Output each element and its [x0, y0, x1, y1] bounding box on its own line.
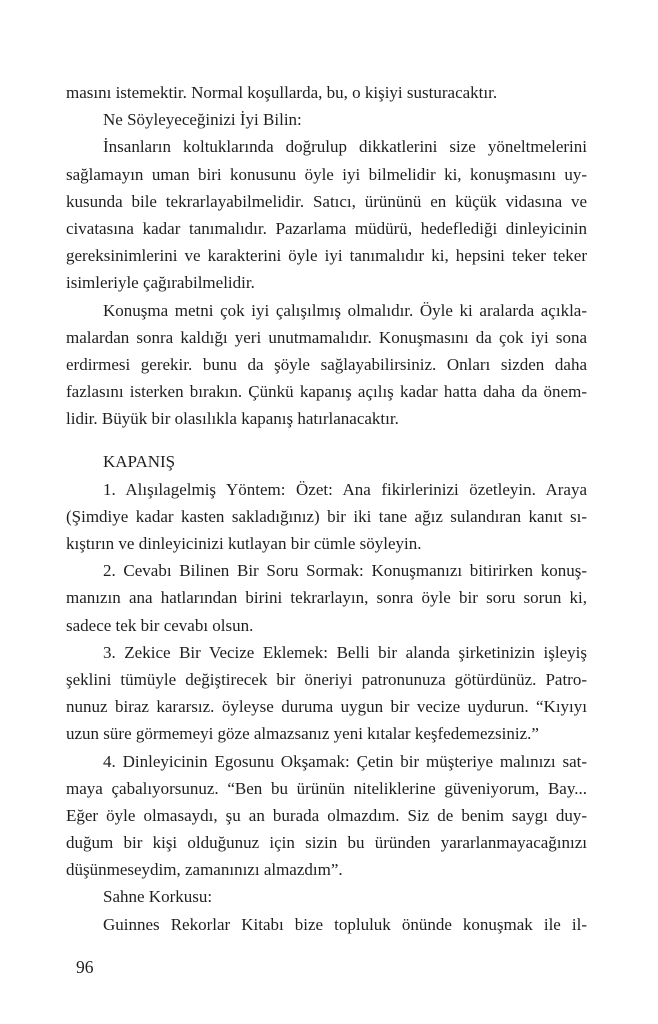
page-number: 96 [76, 956, 94, 977]
text-line: 2. Cevabı Bilinen Bir Soru Sormak: Konuşmanızı bitirirken konuş- [103, 561, 587, 581]
text-line: civatasına kadar tanımalıdır. Pazarlama müdürü, hedeflediği dinleyicinin [66, 218, 587, 238]
paragraph [66, 639, 587, 748]
text-line: malardan sonra kaldığı yeri unutmamalıdır. Konuşmasını da çok iyi sona [66, 327, 587, 347]
text-line: duğum bir kişi olduğunuz için sizin bu üründen yararlanmayacağınızı [66, 833, 587, 853]
section-heading [66, 448, 587, 475]
text-line: kıştırın ve dinleyicinizi kutlayan bir cümle söyleyin. [66, 534, 422, 553]
paragraph [66, 476, 587, 558]
text-line: manızın ana hatlarından birini tekrarlayın, sonra öyle bir soru sorun ki, [66, 588, 587, 608]
text-line: şeklini tümüyle değiştirecek bir öneriyi patronunuza götürdünüz. Patro- [66, 669, 587, 689]
text-line: isimleriyle çağırabilmelidir. [66, 273, 255, 293]
text-line: 1. Alışılagelmiş Yöntem: Özet: Ana fikirlerinizi özetleyin. Araya [103, 479, 587, 499]
text-line: kusunda bile tekrarlayabilmelidir. Satıcı, ürününü en küçük vidasına ve [66, 191, 587, 211]
paragraph [66, 79, 587, 106]
paragraph [66, 911, 587, 938]
text-line: gereksinimlerini ve karakterini öyle iyi tanımalıdır ki, hepsini teker teker [66, 246, 587, 266]
text-line: Guinnes Rekorlar Kitabı bize topluluk önünde konuşmak ile il- [103, 914, 587, 934]
text-line: fazlasını isterken bırakın. Çünkü kapanış açılış kadar hatta daha da önem- [66, 382, 587, 402]
text-line: Ne Söyleyeceğinizi İyi Bilin: [103, 110, 302, 130]
text-line: Konuşma metni çok iyi çalışılmış olmalıdır. Öyle ki aralarda açıkla- [103, 300, 587, 320]
page-text [66, 79, 587, 938]
text-line: uzun süre görmemeyi göze almazsanız yeni kıtalar keşfedemezsiniz.” [66, 724, 539, 744]
paragraph [66, 297, 587, 433]
paragraph [66, 557, 587, 639]
text-line: erdirmesi gerekir. bunu da şöyle sağlayabilirsiniz. Onları sizden daha [66, 354, 587, 374]
text-line: maya çabalıyorsunuz. “Ben bu ürünün niteliklerine güveniyorum, Bay... [66, 778, 587, 798]
text-line: lidir. Büyük bir olasılıkla kapanış hatırlanacaktır. [66, 409, 399, 429]
text-line: nunuz biraz kararsız. öyleyse duruma uygun bir vecize uydurun. “Kıyıyı [66, 697, 587, 717]
text-line: sadece tek bir cevabı olsun. [66, 615, 254, 635]
text-line: 4. Dinleyicinin Egosunu Okşamak: Çetin bir müşteriye malınızı sat- [103, 751, 587, 771]
paragraph [66, 106, 587, 133]
text-line: düşünmeseydim, zamanınızı almazdım”. [66, 860, 343, 880]
paragraph [66, 133, 587, 296]
text-line: masını istemektir. Normal koşullarda, bu, o kişiyi susturacaktır. [66, 83, 498, 102]
text-line: (Şimdiye kadar kasten sakladığınız) bir iki tane ağız sulandıran kanıt sı- [66, 506, 587, 526]
text-line: Sahne Korkusu: [103, 887, 213, 907]
section-heading-text: KAPANIŞ [103, 452, 176, 472]
text-line: sağlamayın uman biri konusunu öyle iyi bilmelidir ki, konuşmasını uy- [66, 164, 587, 184]
paragraph [66, 883, 587, 910]
paragraph [66, 748, 587, 884]
text-line: 3. Zekice Bir Vecize Eklemek: Belli bir alanda şirketinizin işleyiş [103, 642, 587, 662]
text-line: İnsanların koltuklarında doğrulup dikkatlerini size yöneltmelerini [103, 137, 587, 157]
text-line: Eğer öyle olmasaydı, şu an burada olmazdım. Siz de benim saygı duy- [66, 805, 587, 825]
